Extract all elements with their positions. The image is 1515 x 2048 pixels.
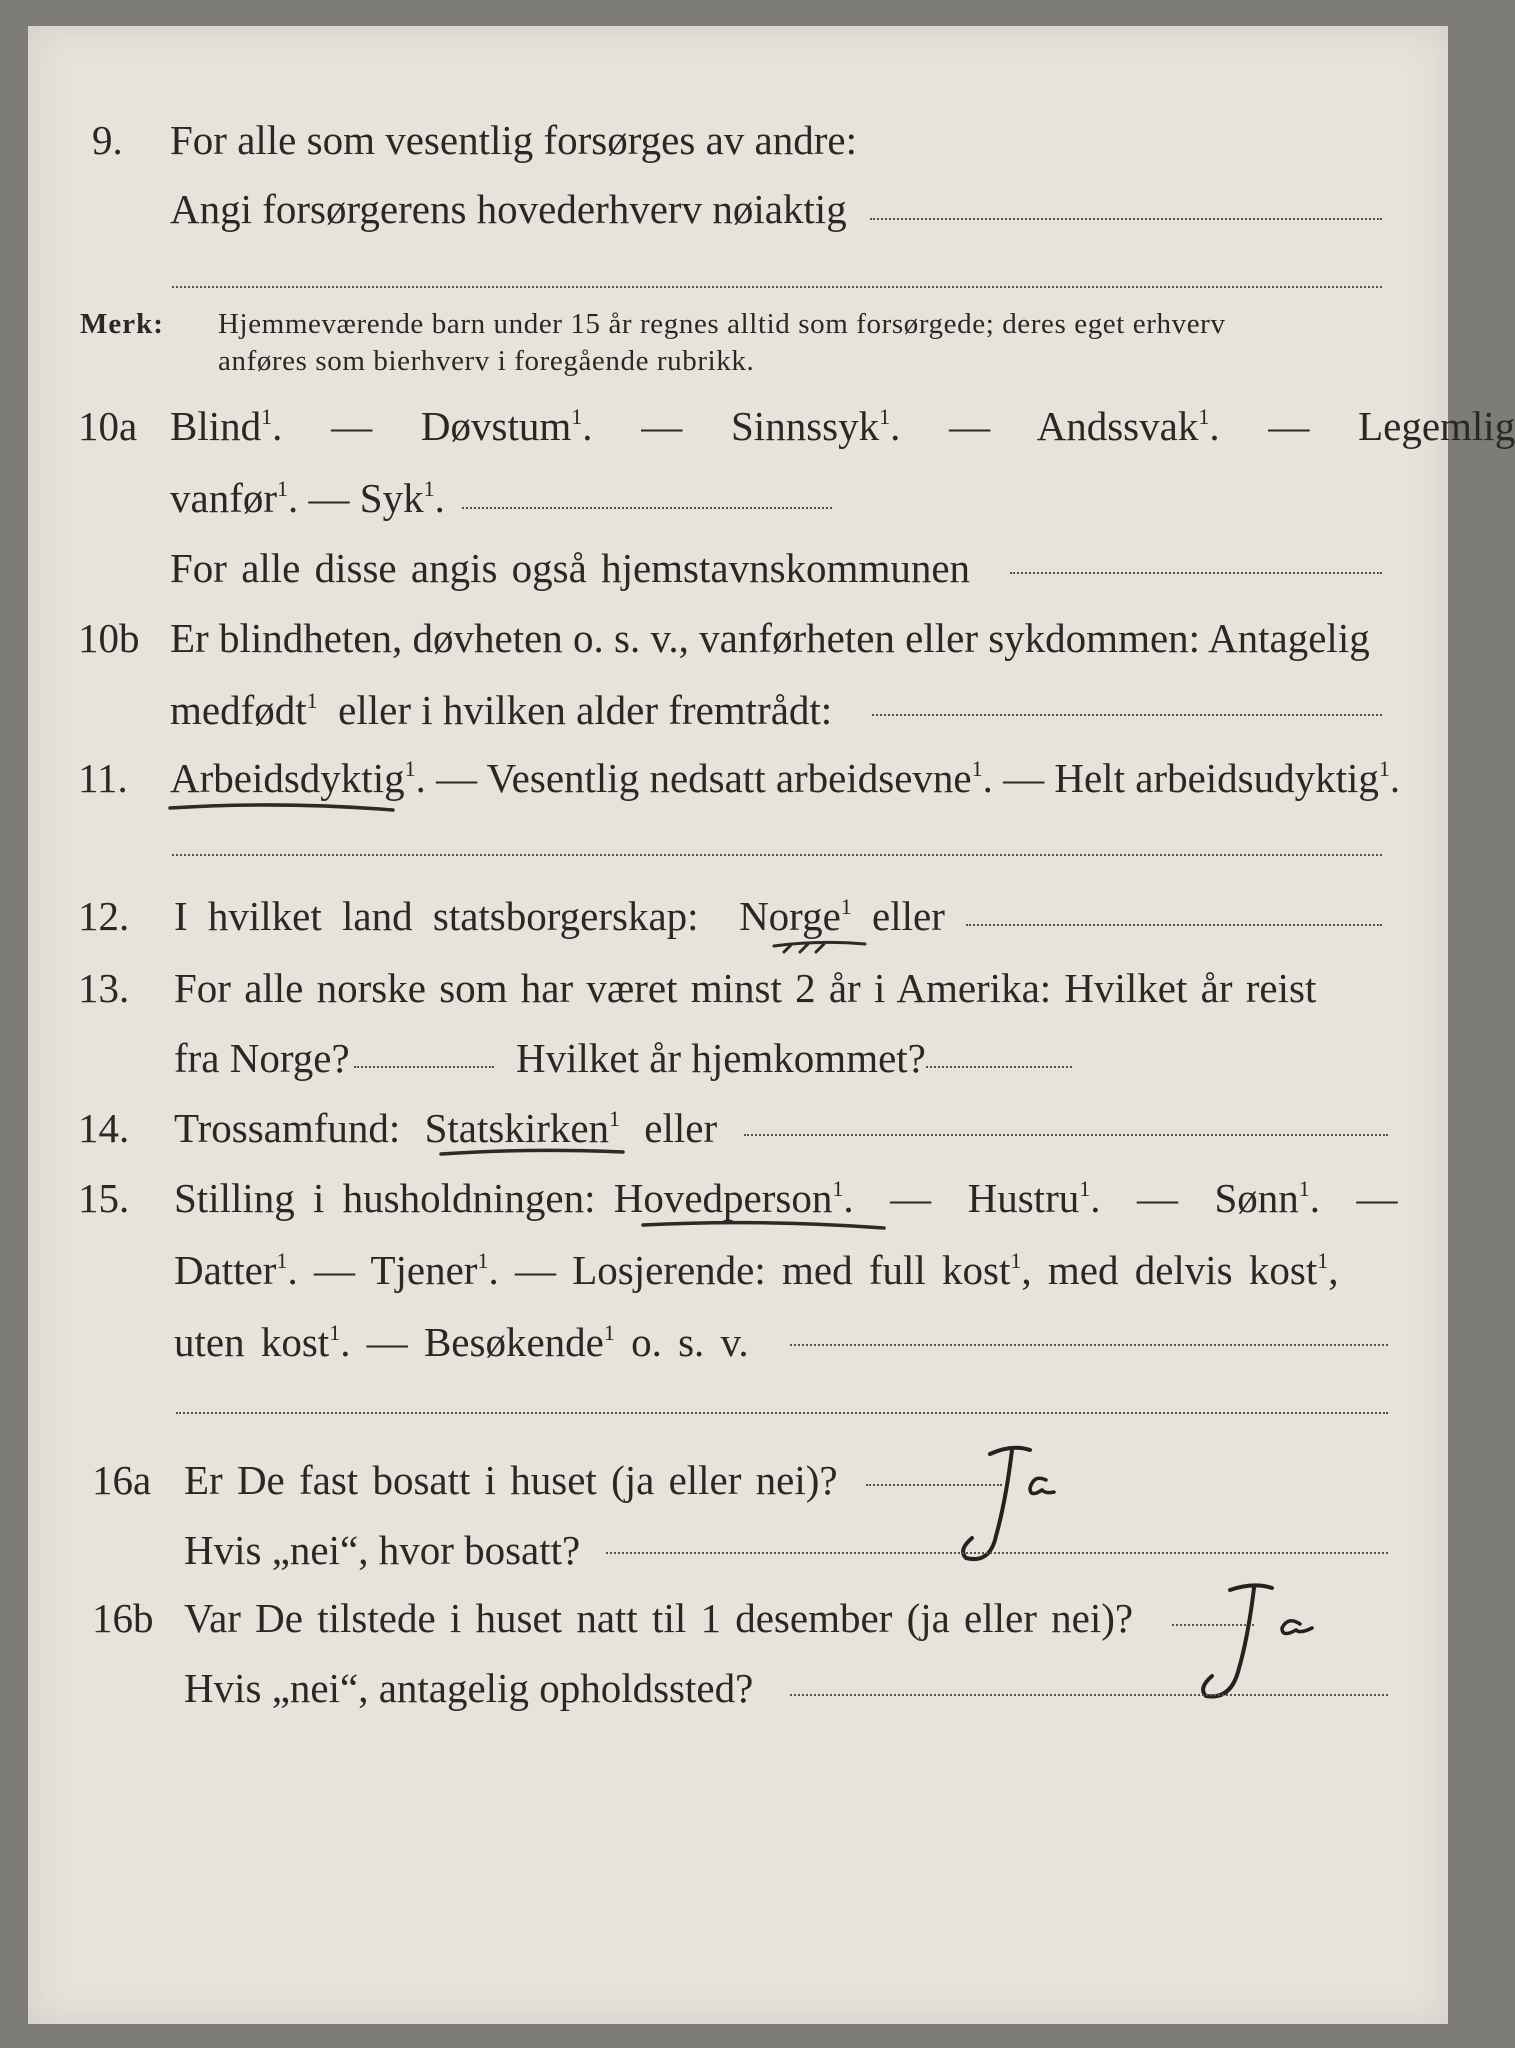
q16b-opphold-line [790, 1694, 1388, 1696]
q13-year-reist-line [354, 1066, 494, 1068]
q10a-line2: vanfør$^1$. — Syk$^1$. [170, 475, 445, 521]
q16b-line2: Hvis „nei“, antagelig opholdssted? [184, 1665, 754, 1711]
q16b-number: 16b [92, 1595, 154, 1641]
q15-handwritten-underline [640, 1216, 888, 1238]
q10a-line1: Blind$^1$. — Døvstum$^1$. — Sinnssyk$^1$. — Andssvak$^1$. — Legemlig [170, 403, 1515, 449]
q10a-kommune-line [1010, 572, 1382, 574]
note-line1: Hjemmeværende barn under 15 år regnes alltid som forsørgede; deres eget erhverv [218, 308, 1226, 340]
q9-line2: Angi forsørgerens hovederhverv nøiaktig [170, 186, 847, 232]
q11-handwritten-underline [168, 798, 398, 820]
q9-answer-line-2 [172, 286, 1382, 288]
q12-handwritten-mark [770, 938, 870, 960]
q11-line: Arbeidsdyktig$^1$. — Vesentlig nedsatt arbeidsevne$^1$. — Helt arbeidsudyktig$^1$. [170, 755, 1401, 801]
q12-answer-line [966, 924, 1382, 926]
q10a-answer-line [462, 507, 832, 509]
q15-line3: uten kost$^1$. — Besøkende$^1$ o. s. v. [174, 1319, 749, 1365]
q15-number: 15. [78, 1175, 130, 1221]
q9-line1: For alle som vesentlig forsørges av andre: [170, 117, 857, 163]
q14-line: Trossamfund: Statskirken$^1$ eller [174, 1105, 718, 1151]
q14-number: 14. [78, 1105, 130, 1151]
q12-line: I hvilket land statsborgerskap: Norge$^1$ eller [174, 893, 945, 939]
q15-answer-line-2 [176, 1412, 1388, 1414]
q16a-bosatt-line [606, 1552, 1388, 1554]
q15-line2: Datter$^1$. — Tjener$^1$. — Losjerende: med full kost$^1$, med delvis kost$^1$, [174, 1247, 1339, 1293]
q16b-handwritten-answer [1190, 1580, 1330, 1710]
q16b-line1: Var De tilstede i huset natt til 1 desember (ja eller nei)? [184, 1595, 1134, 1641]
q15-line1: Stilling i husholdningen: Hovedperson$^1$. — Hustru$^1$. — Sønn$^1$. — [174, 1175, 1398, 1221]
q16a-handwritten-answer [950, 1440, 1070, 1570]
q11-answer-line [172, 854, 1382, 856]
q10b-number: 10b [78, 615, 140, 661]
q13-number: 13. [78, 965, 130, 1011]
q16a-line1: Er De fast bosatt i huset (ja eller nei)? [184, 1457, 838, 1503]
q10a-line3: For alle disse angis også hjemstavnskommunen [170, 545, 971, 591]
q15-answer-line [790, 1344, 1388, 1346]
q14-answer-line [744, 1134, 1388, 1136]
note-line2: anføres som bierhverv i foregående rubrikk. [218, 345, 755, 377]
q13-year-hjem-line [926, 1066, 1072, 1068]
q10b-line2: medfødt$^1$ eller i hvilken alder fremtrådt: [170, 687, 833, 733]
q13-line1: For alle norske som har været minst 2 år i Amerika: Hvilket år reist [174, 965, 1317, 1011]
q16a-number: 16a [92, 1457, 152, 1503]
q10b-line1: Er blindheten, døvheten o. s. v., vanførheten eller sykdommen: Antagelig [170, 615, 1370, 661]
q10b-answer-line [872, 714, 1382, 716]
q10a-number: 10a [78, 403, 138, 449]
q9-number: 9. [92, 117, 123, 163]
q16a-line2: Hvis „nei“, hvor bosatt? [184, 1527, 581, 1573]
note-label: Merk: [80, 308, 164, 340]
q12-number: 12. [78, 893, 130, 939]
q13-line2b: Hvilket år hjemkommet? [516, 1035, 926, 1081]
q14-handwritten-underline [438, 1144, 628, 1166]
q11-number: 11. [78, 755, 128, 801]
q13-line2a: fra Norge? [174, 1035, 350, 1081]
q9-answer-line [870, 218, 1382, 220]
